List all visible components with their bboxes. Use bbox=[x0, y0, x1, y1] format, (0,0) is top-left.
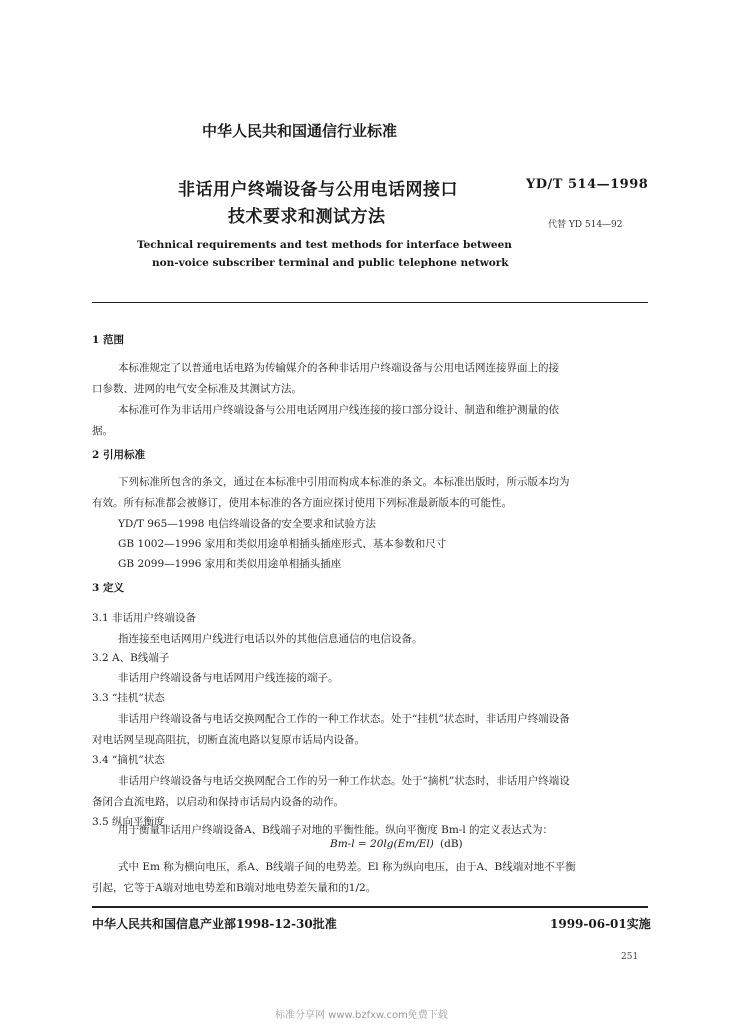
english-title-line1: Technical requirements and test methods for interface between bbox=[137, 239, 512, 251]
definition-3-5-heading: 3.5 纵向平衡度 bbox=[92, 816, 165, 828]
reference-2: GB 1002—1996 家用和类似用途单相插头插座形式、基本参数和尺寸 bbox=[118, 538, 447, 550]
definition-3-2-heading: 3.2 A、B线端子 bbox=[92, 652, 170, 664]
definition-3-1-text: 指连接至电话网用户线进行电话以外的其他信息通信的电信设备。 bbox=[118, 633, 423, 645]
site-watermark: 标准分享网 www.bzfxw.com免费下载 bbox=[275, 1010, 448, 1021]
footer-divider bbox=[92, 906, 648, 908]
definition-3-3-heading: 3.3 “挂机”状态 bbox=[92, 692, 165, 704]
definition-3-3-text-line2: 对电话网呈现高阻抗，切断直流电路以复原市话局内设备。 bbox=[92, 734, 365, 746]
definition-3-1-heading: 3.1 非话用户终端设备 bbox=[92, 612, 197, 624]
org-title: 中华人民共和国通信行业标准 bbox=[202, 122, 398, 140]
english-title-line2: non-voice subscriber terminal and public telephone network bbox=[152, 257, 509, 269]
definition-3-5-text-line1: 用于衡量非话用户终端设备A、B线端子对地的平衡性能。纵向平衡度 Bm-l 的定义表达式为： bbox=[118, 824, 554, 836]
section-1-para2-line2: 据。 bbox=[92, 425, 113, 437]
definition-3-4-text-line1: 非话用户终端设备与电话交换网配合工作的另一种工作状态。处于“摘机”状态时，非话用户终端设 bbox=[118, 775, 570, 787]
section-3-heading: 3 定义 bbox=[92, 582, 124, 594]
definition-3-3-text-line1: 非话用户终端设备与电话交换网配合工作的一种工作状态。处于“挂机”状态时，非话用户终端设备 bbox=[118, 713, 570, 725]
section-2-para-line2: 有效。所有标准都会被修订，使用本标准的各方面应探讨使用下列标准最新版本的可能性。 bbox=[92, 497, 512, 509]
reference-1: YD/T 965—1998 电信终端设备的安全要求和试验方法 bbox=[118, 518, 376, 530]
definition-3-2-text: 非话用户终端设备与电话网用户线连接的端子。 bbox=[118, 672, 339, 684]
approval-date: 中华人民共和国信息产业部1998-12-30批准 bbox=[92, 917, 337, 931]
section-1-para1-line1: 本标准规定了以普通电话电路为传输媒介的各种非话用户终端设备与公用电话网连接界面上的接 bbox=[118, 362, 559, 374]
balance-formula: Bm-l = 20lg(Em/El) bbox=[330, 838, 434, 850]
section-1-para2-line1: 本标准可作为非话用户终端设备与公用电话网用户线连接的接口部分设计、制造和维护测量的依 bbox=[118, 404, 559, 416]
section-1-heading: 1 范围 bbox=[92, 334, 124, 346]
implementation-date: 1999-06-01实施 bbox=[550, 917, 651, 931]
standard-title-line1: 非话用户终端设备与公用电话网接口 bbox=[178, 180, 458, 200]
section-2-heading: 2 引用标准 bbox=[92, 449, 145, 461]
formula-unit: (dB) bbox=[440, 838, 463, 850]
replaces-note: 代替 YD 514—92 bbox=[548, 220, 623, 230]
header-divider bbox=[92, 302, 648, 303]
definition-3-4-text-line2: 备闭合直流电路，以启动和保持市话局内设备的动作。 bbox=[92, 796, 344, 808]
standard-number: YD/T 514—1998 bbox=[526, 177, 649, 192]
section-1-para1-line2: 口参数、进网的电气安全标准及其测试方法。 bbox=[92, 383, 302, 395]
definition-3-4-heading: 3.4 “摘机”状态 bbox=[92, 754, 165, 766]
definition-3-5-text-line3: 引起，它等于A端对地电势差和B端对地电势差矢量和的1/2。 bbox=[92, 882, 377, 894]
definition-3-5-text-line2: 式中 Em 称为横向电压，系A、B线端子间的电势差。El 称为纵向电压，由于A、B线端对地不平衡 bbox=[118, 861, 576, 873]
reference-3: GB 2099—1996 家用和类似用途单相插头插座 bbox=[118, 558, 342, 570]
standard-title-line2: 技术要求和测试方法 bbox=[228, 207, 386, 227]
page-number: 251 bbox=[621, 952, 639, 962]
section-2-para-line1: 下列标准所包含的条文，通过在本标准中引用而构成本标准的条文。本标准出版时，所示版本均为 bbox=[118, 476, 570, 488]
